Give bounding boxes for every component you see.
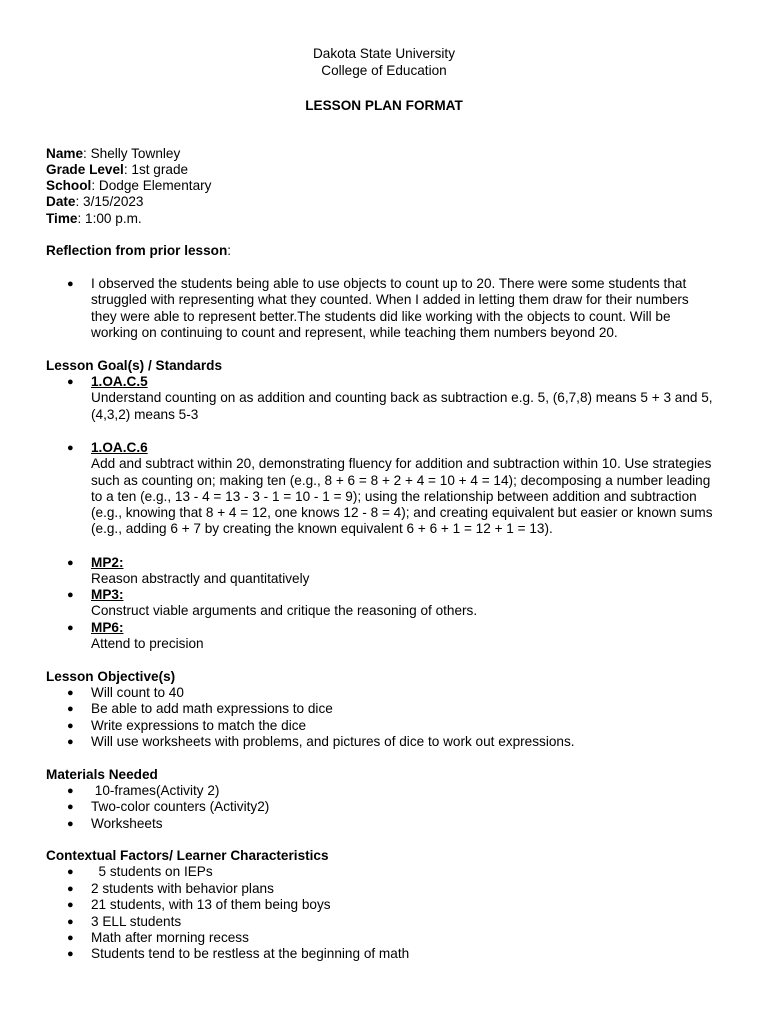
bullet-icon: ● [67,818,74,830]
bullet-icon: ● [67,442,74,454]
goal-line: (e.g., adding 6 + 7 by creating the known equivalent 6 + 6 + 1 = 12 + 1 = 13). [91,521,553,537]
info-time: Time: 1:00 p.m. [46,211,142,226]
reflection-heading: Reflection from prior lesson: [46,243,232,258]
document-title: LESSON PLAN FORMAT [305,98,463,113]
goal-code: MP3: [91,587,124,602]
bullet-icon: ● [67,703,74,715]
goal-code: MP2: [91,555,124,570]
goal-code: 1.OA.C.5 [91,374,148,389]
reflection-line: I observed the students being able to use objects to count up to 20. There were some students that [91,276,687,291]
goal-line: (e.g., knowing that 8 + 4 = 12, one knows 12 - 8 = 4); and creating equivalent but easier or known sums [91,505,713,521]
bullet-icon: ● [67,557,74,569]
info-grade-level: Grade Level: 1st grade [46,162,189,177]
goal-code: 1.OA.C.6 [91,440,148,455]
bullet-icon: ● [67,278,74,290]
goal-line: Construct viable arguments and critique the reasoning of others. [91,603,478,619]
materials-heading: Materials Needed [46,767,158,782]
bullet-icon: ● [67,736,74,748]
bullet-icon: ● [67,916,74,928]
goal-line: (4,3,2) means 5-3 [91,406,199,422]
objectives-heading: Lesson Objective(s) [46,669,176,684]
goal-line: Attend to precision [91,636,204,652]
bullet-icon: ● [67,720,74,732]
bullet-icon: ● [67,948,74,960]
college-name: College of Education [321,63,447,78]
goal-line: Reason abstractly and quantitatively [91,571,310,587]
info-name: Name: Shelly Townley [46,146,181,161]
bullet-icon: ● [67,883,74,895]
bullet-icon: ● [67,376,74,388]
info-date: Date: 3/15/2023 [46,194,144,209]
university-name: Dakota State University [312,46,456,61]
goal-line: to a ten (e.g., 13 - 4 = 13 - 3 - 1 = 10 - 1 = 9); using the relationship between addition and subtraction [91,488,697,504]
bullet-icon: ● [67,589,74,601]
reflection-line: they were able to represent better.The students did like working with the objects to count. Will be [91,308,671,324]
reflection-line: struggled with representing what they counted. When I added in letting them draw for their numbers [91,292,689,308]
info-school: School: Dodge Elementary [46,178,212,193]
bullet-icon: ● [67,785,74,797]
bullet-icon: ● [67,899,74,911]
bullet-icon: ● [67,932,74,944]
goal-line: Understand counting on as addition and counting back as subtraction e.g. 5, (6,7,8) means 5 + 3 and 5, [91,390,713,406]
goal-line: Add and subtract within 20, demonstrating fluency for addition and subtraction within 10. Use strategies [91,456,712,472]
contextual-heading: Contextual Factors/ Learner Characteristics [46,848,329,863]
bullet-icon: ● [67,687,74,699]
goals-heading: Lesson Goal(s) / Standards [46,358,223,373]
goal-code: MP6: [91,620,124,635]
goal-line: such as counting on; making ten (e.g., 8 + 6 = 8 + 2 + 4 = 10 + 4 = 14); decomposing a number leading [91,472,711,488]
document-page: Dakota State University College of Education LESSON PLAN FORMAT Name: Shelly Townley Grade Level: 1st grade School: Dodge Elementary Date: 3/15/2023 Time: 1:00 p.m. Reflection from prior lesson: ● I observed the students being able to use objects to count up to 20. There were some students that struggled with representing what they counted. When I added in letting them draw for their numbers they were able to represent better.The students did like working with the objects to count. Will be working on continuing to count and represent, while teaching them numbers beyond 20. Lesson Goal(s) / Standards ● 1.OA.C.5 Understand counting on as addition and counting back as subtraction e.g. 5, (6,7,8) means 5 + 3 and 5, (4,3,2) means 5-3 ● 1.OA.C.6 Add and subtract within 20, demonstrating fluency for addition and subtraction within 10. Use strategies such as counting on; making ten (e.g., 8 + 6 = 8 + 2 + 4 = 10 + 4 = 14); decomposing a number leading to a ten (e.g., 13 - 4 = 13 - 3 - 1 = 10 - 1 = 9); using the relationship between addition and subtraction (e.g., knowing that 8 + 4 = 12, one knows 12 - 8 = 4); and creating equivalent but easier or known sums (e.g., adding 6 + 7 by creating the known equivalent 6 + 6 + 1 = 12 + 1 = 13). ● MP2: Reason abstractly and quantitatively ● MP3: Construct viable arguments and critique the reasoning of others. ● MP6: Attend to precision Lesson Objective(s) ● Will count to 40 ● Be able to add math expressions to dice ● Write expressions to match the dice ● Will use worksheets with problems, and pictures of dice to work out expressions. Materials Needed ● 10-frames(Activity 2) ● Two-color counters (Activity2) ● Worksheets Contextual Factors/ Learner Characteristics ● 5 students on IEPs ● 2 students with behavior plans ● 21 students, with 13 of them being boys ● 3 ELL students ● Math after morning recess ● Students tend to be restless at the beginning of math [0,0,768,1024]
bullet-icon: ● [67,801,74,813]
bullet-icon: ● [67,866,74,878]
bullet-icon: ● [67,622,74,634]
reflection-line: working on continuing to count and represent, while teaching them numbers beyond 20. [91,324,618,340]
